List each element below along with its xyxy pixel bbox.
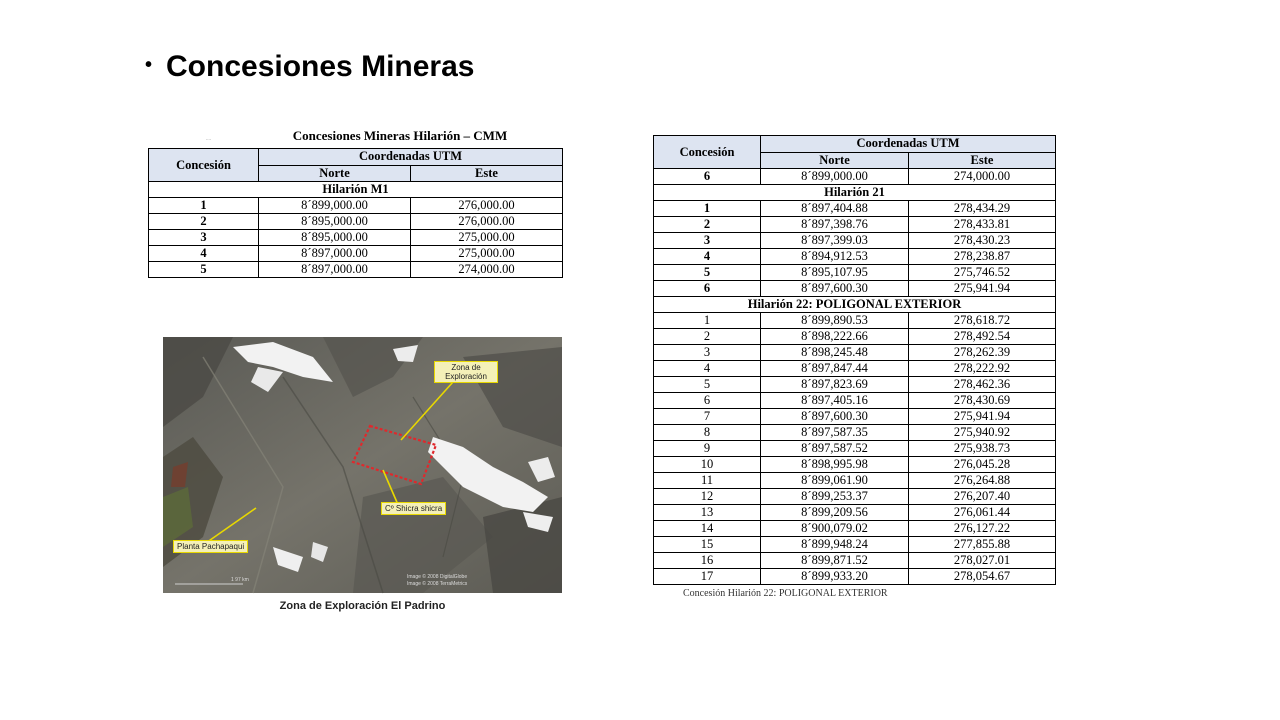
row-id: 6 (654, 393, 761, 409)
table-row (149, 214, 563, 230)
row-este: 278,434.29 (909, 201, 1056, 217)
row-este: 275,941.94 (909, 409, 1056, 425)
row-este: 276,000.00 (411, 214, 563, 230)
row-norte: 8´897,405.16 (761, 393, 909, 409)
row-id: 13 (654, 505, 761, 521)
row-norte: 8´897,404.88 (761, 201, 909, 217)
table-row (149, 198, 563, 214)
table-row (654, 473, 1056, 489)
table-row (149, 262, 563, 278)
row-id: 4 (654, 361, 761, 377)
row-norte: 8´899,000.00 (259, 198, 411, 214)
rows-hilarion-21 (654, 201, 1056, 297)
section-hilarion-22: Hilarión 22: POLIGONAL EXTERIOR (654, 297, 1056, 313)
row-id: 9 (654, 441, 761, 457)
label-cerro-shicra: Cº Shicra shicra (381, 502, 446, 515)
row-norte: 8´895,000.00 (259, 230, 411, 246)
row-id: 2 (149, 214, 259, 230)
row-id: 7 (654, 409, 761, 425)
table-row (654, 281, 1056, 297)
row-este: 275,940.92 (909, 425, 1056, 441)
map-credit-1: Image © 2008 DigitalGlobe (407, 574, 468, 580)
table-row (654, 425, 1056, 441)
section-hilarion-m1: Hilarión M1 (149, 182, 563, 198)
table-row (654, 377, 1056, 393)
table-row (654, 169, 1056, 185)
right-table-block (653, 135, 1055, 599)
row-id: 3 (654, 233, 761, 249)
row-este: 276,127.22 (909, 521, 1056, 537)
row-id: 1 (654, 201, 761, 217)
row-este: 278,430.69 (909, 393, 1056, 409)
table-row (654, 393, 1056, 409)
row-norte: 8´899,061.90 (761, 473, 909, 489)
row-id: 14 (654, 521, 761, 537)
row-id: 2 (654, 217, 761, 233)
row-este: 276,264.88 (909, 473, 1056, 489)
row-norte: 8´898,995.98 (761, 457, 909, 473)
map-scale-text: 1 97 km (231, 577, 249, 583)
row-norte: 8´898,222.66 (761, 329, 909, 345)
table-row (654, 457, 1056, 473)
row-id: 5 (654, 377, 761, 393)
row-norte: 8´899,948.24 (761, 537, 909, 553)
bullet-icon: • (145, 53, 153, 76)
row-id: 5 (654, 265, 761, 281)
table-row (654, 537, 1056, 553)
tiny-mark: .... (206, 137, 211, 142)
row-este: 274,000.00 (909, 169, 1056, 185)
terrain-illustration (163, 337, 562, 593)
row-id: 12 (654, 489, 761, 505)
table-row (654, 249, 1056, 265)
header-norte: Norte (259, 165, 411, 182)
left-utm-table (148, 148, 563, 278)
table-row (654, 313, 1056, 329)
header-este: Este (411, 165, 563, 182)
row-id: 1 (654, 313, 761, 329)
row-este: 278,433.81 (909, 217, 1056, 233)
row-este: 274,000.00 (411, 262, 563, 278)
table-row (149, 230, 563, 246)
row-norte: 8´895,107.95 (761, 265, 909, 281)
row-este: 278,462.36 (909, 377, 1056, 393)
row-este: 275,938.73 (909, 441, 1056, 457)
row-id: 5 (149, 262, 259, 278)
row-norte: 8´899,209.56 (761, 505, 909, 521)
header-coordenadas: Coordenadas UTM (259, 149, 563, 166)
title-text: Concesiones Mineras (166, 50, 475, 83)
row-este: 276,207.40 (909, 489, 1056, 505)
table-row (149, 246, 563, 262)
row-este: 278,238.87 (909, 249, 1056, 265)
row-norte: 8´897,847.44 (761, 361, 909, 377)
row-id: 8 (654, 425, 761, 441)
slide-title (145, 50, 474, 84)
row-id: 4 (654, 249, 761, 265)
row-id: 17 (654, 569, 761, 585)
map-credit-2: Image © 2008 TerraMetrics (407, 581, 468, 587)
header-concesion: Concesión (149, 149, 259, 182)
rows-hilarion-22 (654, 313, 1056, 585)
row-norte: 8´897,398.76 (761, 217, 909, 233)
row-este: 276,000.00 (411, 198, 563, 214)
label-planta-pachapaqui: Planta Pachapaqui (173, 540, 248, 553)
row-norte: 8´899,933.20 (761, 569, 909, 585)
row-este: 278,262.39 (909, 345, 1056, 361)
header-coordenadas: Coordenadas UTM (761, 136, 1056, 153)
table-row (654, 329, 1056, 345)
row-id: 2 (654, 329, 761, 345)
table-row (654, 505, 1056, 521)
row-este: 277,855.88 (909, 537, 1056, 553)
row-este: 276,061.44 (909, 505, 1056, 521)
row-norte: 8´899,253.37 (761, 489, 909, 505)
row-norte: 8´897,587.35 (761, 425, 909, 441)
row-id: 6 (654, 281, 761, 297)
row-norte: 8´899,000.00 (761, 169, 909, 185)
row-este: 275,746.52 (909, 265, 1056, 281)
row-id: 4 (149, 246, 259, 262)
header-concesion: Concesión (654, 136, 761, 169)
row-este: 278,430.23 (909, 233, 1056, 249)
table-row (654, 553, 1056, 569)
row-este: 275,000.00 (411, 246, 563, 262)
header-este: Este (909, 152, 1056, 169)
row-norte: 8´897,823.69 (761, 377, 909, 393)
row-norte: 8´899,871.52 (761, 553, 909, 569)
header-norte: Norte (761, 152, 909, 169)
satellite-map (163, 337, 562, 593)
row-norte: 8´897,000.00 (259, 246, 411, 262)
row-este: 275,000.00 (411, 230, 563, 246)
row-este: 278,492.54 (909, 329, 1056, 345)
row-este: 278,618.72 (909, 313, 1056, 329)
row-este: 278,054.67 (909, 569, 1056, 585)
map-caption: Zona de Exploración El Padrino (279, 600, 446, 612)
row-id: 3 (654, 345, 761, 361)
row-norte: 8´897,600.30 (761, 409, 909, 425)
row-id: 11 (654, 473, 761, 489)
table-row (654, 441, 1056, 457)
table-row (654, 217, 1056, 233)
table-row (654, 409, 1056, 425)
row-este: 278,222.92 (909, 361, 1056, 377)
left-table-block (148, 128, 562, 278)
row-id: 15 (654, 537, 761, 553)
table-row (654, 521, 1056, 537)
table-row (654, 233, 1056, 249)
table-row (654, 201, 1056, 217)
row-norte: 8´899,890.53 (761, 313, 909, 329)
row-norte: 8´900,079.02 (761, 521, 909, 537)
table-row (654, 489, 1056, 505)
row-este: 275,941.94 (909, 281, 1056, 297)
left-rows (149, 198, 563, 278)
row-norte: 8´898,245.48 (761, 345, 909, 361)
row-norte: 8´897,587.52 (761, 441, 909, 457)
row-id: 6 (654, 169, 761, 185)
section-hilarion-21: Hilarión 21 (654, 185, 1056, 201)
label-zona-exploracion: Zona de Exploración (434, 361, 498, 383)
row-id: 3 (149, 230, 259, 246)
row-id: 10 (654, 457, 761, 473)
row-norte: 8´897,000.00 (259, 262, 411, 278)
table-row (654, 569, 1056, 585)
row-norte: 8´897,399.03 (761, 233, 909, 249)
table-row (654, 265, 1056, 281)
left-table-caption (148, 128, 562, 148)
row-id: 16 (654, 553, 761, 569)
row-este: 278,027.01 (909, 553, 1056, 569)
left-caption-text: Concesiones Mineras Hilarión – CMM (292, 128, 508, 143)
table-row (654, 361, 1056, 377)
table-row (654, 345, 1056, 361)
row-este: 276,045.28 (909, 457, 1056, 473)
row-id: 1 (149, 198, 259, 214)
row-norte: 8´894,912.53 (761, 249, 909, 265)
right-utm-table (653, 135, 1056, 585)
row-norte: 8´895,000.00 (259, 214, 411, 230)
cutoff-caption: Concesión Hilarión 22: POLIGONAL EXTERIOR (683, 588, 888, 599)
row-norte: 8´897,600.30 (761, 281, 909, 297)
